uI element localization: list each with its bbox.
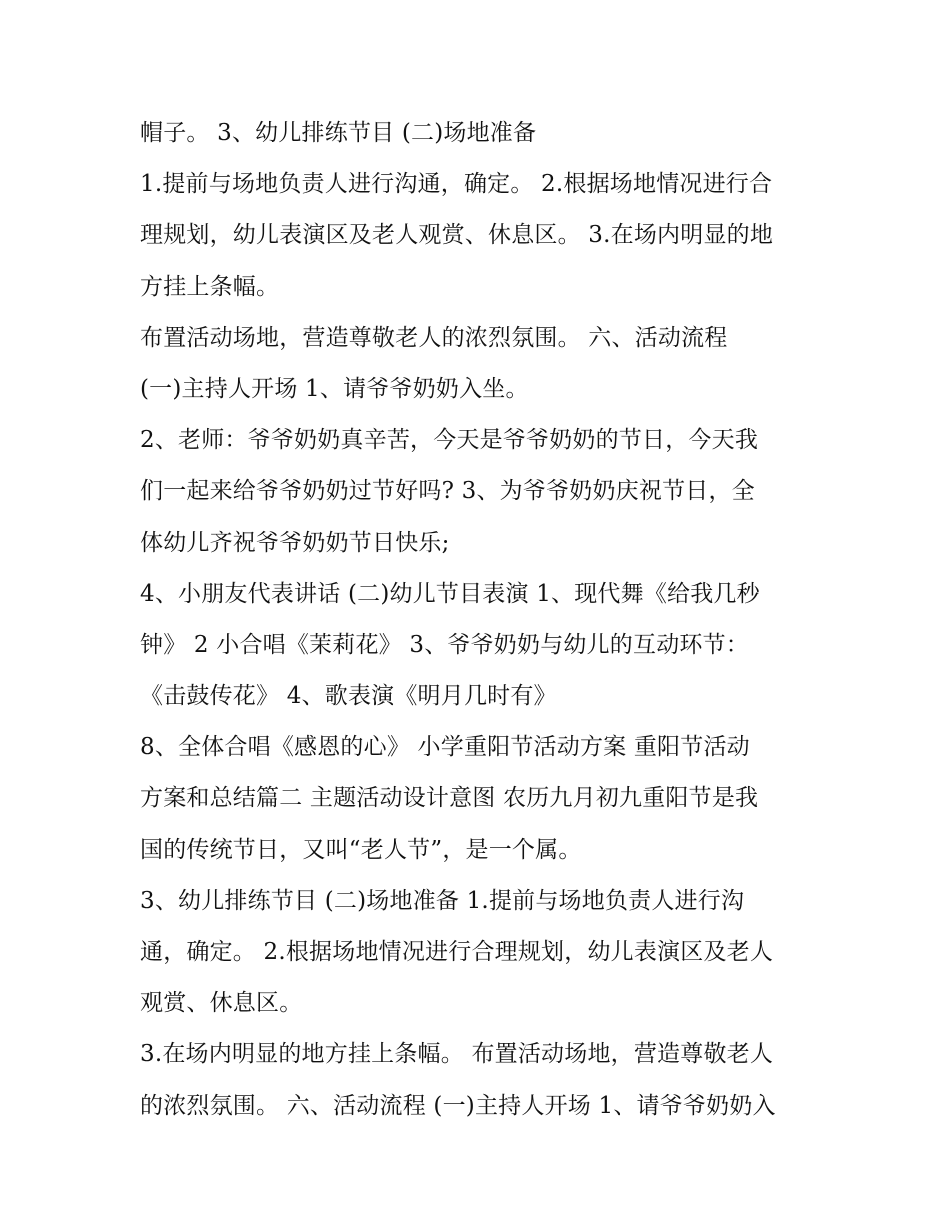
text-line-1: 帽子。 3、幼儿排练节目 (二)场地准备 — [140, 120, 537, 146]
text-line-19: 3.在场内明显的地方挂上条幅。 布置活动场地，营造尊敬老人 — [140, 1041, 774, 1068]
text-line-6: (一)主持人开场 1、请爷爷奶奶入坐。 — [140, 375, 529, 402]
text-line-9: 体幼儿齐祝爷爷奶奶节日快乐; — [140, 529, 450, 556]
text-line-13: 8、全体合唱《感恩的心》 小学重阳节活动方案 重阳节活动 — [140, 734, 750, 761]
text-line-4: 方挂上条幅。 — [140, 273, 280, 300]
text-line-11: 钟》 2 小合唱《茉莉花》 3、爷爷奶奶与幼儿的互动环节： — [140, 631, 749, 658]
text-line-18: 观赏、休息区。 — [140, 990, 303, 1017]
text-line-16: 3、幼儿排练节目 (二)场地准备 1.提前与场地负责人进行沟 — [140, 887, 745, 914]
text-line-14: 方案和总结篇二 主题活动设计意图 农历九月初九重阳节是我 — [140, 785, 759, 812]
text-line-10: 4、小朋友代表讲话 (二)幼儿节目表演 1、现代舞《给我几秒 — [140, 580, 760, 607]
text-line-20: 的浓烈氛围。 六、活动流程 (一)主持人开场 1、请爷爷奶奶入 — [140, 1092, 776, 1119]
text-line-8: 们一起来给爷爷奶奶过节好吗? 3、为爷爷奶奶庆祝节日，全 — [140, 478, 755, 505]
text-line-15: 国的传统节日，又叫“老人节”，是一个属。 — [140, 836, 582, 863]
text-line-5: 布置活动场地，营造尊敬老人的浓烈氛围。 六、活动流程 — [140, 324, 728, 351]
text-line-17: 通，确定。 2.根据场地情况进行合理规划，幼儿表演区及老人 — [140, 939, 774, 965]
text-line-12: 《击鼓传花》 4、歌表演《明月几时有》 — [140, 683, 557, 710]
text-line-3: 理规划，幼儿表演区及老人观赏、休息区。 3.在场内明显的地 — [140, 222, 774, 249]
text-line-7: 2、老师：爷爷奶奶真辛苦，今天是爷爷奶奶的节日，今天我 — [140, 427, 759, 454]
text-line-2: 1.提前与场地负责人进行沟通，确定。 2.根据场地情况进行合 — [140, 171, 773, 198]
document-text — [140, 108, 830, 1132]
